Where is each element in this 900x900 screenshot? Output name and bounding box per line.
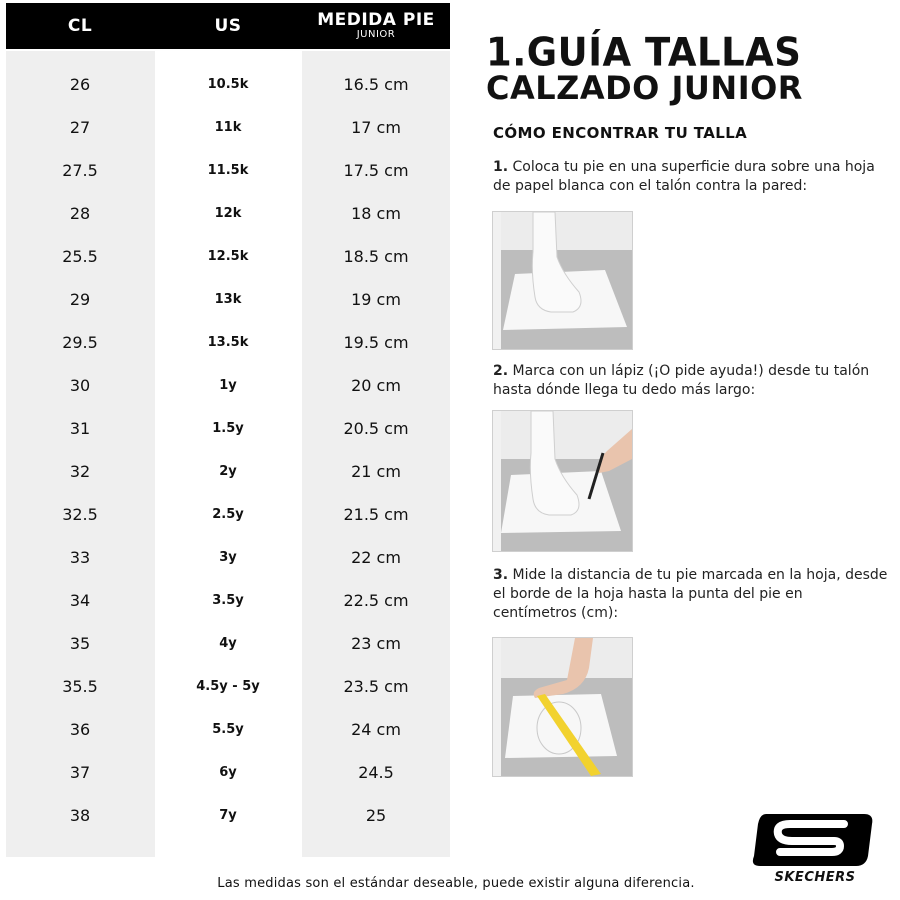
table-row xyxy=(6,63,450,106)
foot-size-cell: 25 xyxy=(365,806,387,825)
table-row xyxy=(6,407,450,450)
foot-size-cell: 18 cm xyxy=(351,204,401,223)
cl-cell: 33 xyxy=(69,548,91,567)
cl-cell: 29.5 xyxy=(62,333,98,352)
foot-size-cell: 21 cm xyxy=(351,462,401,481)
foot-size-cell: 23.5 cm xyxy=(343,677,409,696)
header-us: US xyxy=(214,16,242,36)
step-number: 2. xyxy=(493,363,509,379)
cl-cell: 36 xyxy=(69,720,91,739)
page-title xyxy=(486,29,803,107)
table-row xyxy=(6,192,450,235)
cl-cell: 34 xyxy=(69,591,91,610)
table-body xyxy=(6,63,450,837)
step-1-photo xyxy=(492,211,633,350)
table-row xyxy=(6,364,450,407)
header-cl: CL xyxy=(67,16,93,36)
step-2-photo xyxy=(492,410,633,552)
title-line-1: 1.GUÍA TALLAS xyxy=(486,29,802,76)
foot-size-cell: 22.5 cm xyxy=(343,591,409,610)
cl-cell: 32 xyxy=(69,462,91,481)
us-cell: 4y xyxy=(219,636,237,651)
table-row xyxy=(6,450,450,493)
cl-cell: 27 xyxy=(69,118,91,137)
step-text: Coloca tu pie en una superficie dura sobre una hoja de papel blanca con el talón contra la pared: xyxy=(493,159,875,194)
foot-size-cell: 20.5 cm xyxy=(343,419,409,438)
table-row xyxy=(6,149,450,192)
footer-note: Las medidas son el estándar deseable, puede existir alguna diferencia. xyxy=(217,876,695,891)
step-text: Marca con un lápiz (¡O pide ayuda!) desde tu talón hasta dónde llega tu dedo más largo: xyxy=(493,363,870,398)
cl-cell: 35.5 xyxy=(62,677,98,696)
foot-size-cell: 19.5 cm xyxy=(343,333,409,352)
table-row xyxy=(6,622,450,665)
cl-cell: 35 xyxy=(69,634,91,653)
cl-cell: 25.5 xyxy=(62,247,98,266)
table-row xyxy=(6,278,450,321)
us-cell: 7y xyxy=(219,808,237,823)
cl-cell: 28 xyxy=(69,204,91,223)
foot-size-cell: 24 cm xyxy=(351,720,401,739)
step-3-photo xyxy=(492,637,633,777)
cl-cell: 26 xyxy=(69,75,91,94)
cl-cell: 27.5 xyxy=(62,161,98,180)
step-1 xyxy=(493,158,888,196)
us-cell: 5.5y xyxy=(212,722,244,737)
cl-cell: 31 xyxy=(69,419,91,438)
us-cell: 4.5y - 5y xyxy=(196,679,260,694)
us-cell: 10.5k xyxy=(207,77,249,92)
cl-cell: 30 xyxy=(69,376,91,395)
foot-size-cell: 24.5 xyxy=(358,763,394,782)
foot-size-cell: 17 cm xyxy=(351,118,401,137)
table-row xyxy=(6,794,450,837)
us-cell: 11.5k xyxy=(207,163,249,178)
cl-cell: 38 xyxy=(69,806,91,825)
table-header xyxy=(6,3,450,49)
table-row xyxy=(6,751,450,794)
us-cell: 3.5y xyxy=(212,593,244,608)
title-line-2: CALZADO JUNIOR xyxy=(486,69,803,107)
foot-size-cell: 16.5 cm xyxy=(343,75,409,94)
cl-cell: 32.5 xyxy=(62,505,98,524)
step-3 xyxy=(493,566,888,623)
us-cell: 2.5y xyxy=(212,507,244,522)
step-2 xyxy=(493,362,888,400)
us-cell: 11k xyxy=(214,120,242,135)
us-cell: 1.5y xyxy=(212,421,244,436)
us-cell: 3y xyxy=(219,550,237,565)
us-cell: 12.5k xyxy=(207,249,249,264)
cl-cell: 29 xyxy=(69,290,91,309)
table-row xyxy=(6,321,450,364)
step-text: Mide la distancia de tu pie marcada en la hoja, desde el borde de la hoja hasta la punta del pie en centímetros (cm): xyxy=(493,567,888,621)
table-row xyxy=(6,536,450,579)
table-row xyxy=(6,665,450,708)
table-row xyxy=(6,708,450,751)
us-cell: 13.5k xyxy=(207,335,249,350)
us-cell: 12k xyxy=(214,206,242,221)
step-number: 1. xyxy=(493,159,509,175)
foot-size-cell: 21.5 cm xyxy=(343,505,409,524)
table-row xyxy=(6,493,450,536)
table-row xyxy=(6,106,450,149)
foot-size-cell: 19 cm xyxy=(351,290,401,309)
howto-heading: CÓMO ENCONTRAR TU TALLA xyxy=(493,124,748,142)
skechers-s-logo-icon xyxy=(752,808,878,870)
foot-size-cell: 22 cm xyxy=(351,548,401,567)
cl-cell: 37 xyxy=(69,763,91,782)
header-foot-sub: JUNIOR xyxy=(356,29,396,40)
foot-size-cell: 20 cm xyxy=(351,376,401,395)
us-cell: 6y xyxy=(219,765,237,780)
foot-size-cell: 23 cm xyxy=(351,634,401,653)
foot-size-cell: 18.5 cm xyxy=(343,247,409,266)
us-cell: 2y xyxy=(219,464,237,479)
skechers-logo xyxy=(752,808,878,888)
us-cell: 1y xyxy=(219,378,237,393)
step-number: 3. xyxy=(493,567,509,583)
header-foot-size: MEDIDA PIE JUNIOR xyxy=(302,3,450,49)
table-row xyxy=(6,235,450,278)
brand-name: SKECHERS xyxy=(774,870,856,885)
us-cell: 13k xyxy=(214,292,242,307)
table-row xyxy=(6,579,450,622)
foot-size-cell: 17.5 cm xyxy=(343,161,409,180)
